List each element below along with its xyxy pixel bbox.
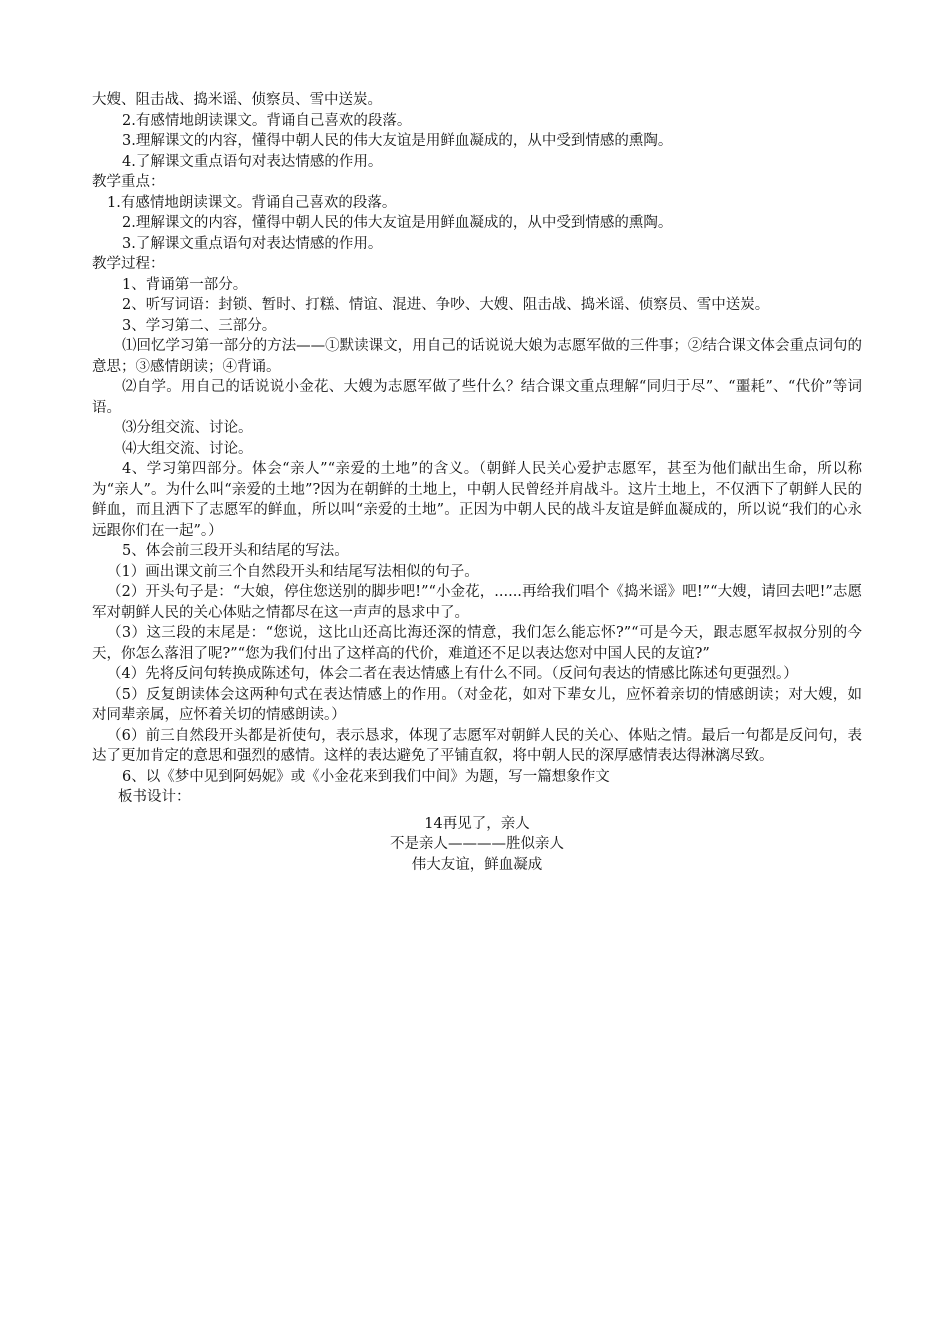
section-heading-process: 教学过程： — [92, 256, 165, 272]
key-point-3: 3.了解课文重点语句对表达情感的作用。 — [122, 235, 383, 252]
process-step-1: 1、背诵第一部分。 — [122, 276, 248, 293]
process-substep-3: ⑶分组交流、讨论。 — [122, 420, 253, 436]
step5-item-3: （3）这三段的末尾是：“您说，这比山还高比海还深的情意，我们怎么能忘怀?”“可是今天，跟志愿军叔叔分别的今天，你怎么落泪了呢?”“您为我们付出了这样高的代价，难道还不足以表达您对中国人民的友谊?” — [92, 625, 862, 662]
step5-item-5: （5）反复朗读体会这两种句式在表达情感上的作用。（对金花，如对下辈女儿，应怀着亲切的情感朗读；对大嫂，如对同辈亲属，应怀着关切的情感朗读。） — [92, 686, 862, 723]
step5-item-4: （4）先将反问句转换成陈述句，体会二者在表达情感上有什么不同。（反问句表达的情感比陈述句更强烈。） — [107, 666, 798, 682]
objective-4: 4.了解课文重点语句对表达情感的作用。 — [122, 153, 383, 170]
board-design — [92, 814, 862, 876]
text-line: 大嫂、阻击战、捣米谣、侦察员、雪中送炭。 — [92, 92, 382, 108]
board-row-1: 不是亲人————胜似亲人 — [390, 836, 564, 852]
process-substep-4: ⑷大组交流、讨论。 — [122, 440, 253, 457]
section-heading-key-points: 教学重点： — [92, 174, 165, 190]
step5-item-2: （2）开头句子是：“大娘，停住您送别的脚步吧!”“小金花，......再给我们唱个《捣米谣》吧!”“大嫂，请回去吧!”志愿军对朝鲜人民的关心体贴之情都尽在这一声声的恳求中了。 — [92, 584, 862, 621]
board-row-2: 伟大友谊，鲜血凝成 — [411, 856, 543, 873]
key-point-1: 1.有感情地朗读课文。背诵自己喜欢的段落。 — [107, 194, 397, 211]
process-step-5: 5、体会前三段开头和结尾的写法。 — [122, 543, 349, 559]
process-step-2: 2、听写词语：封锁、暂时、打糕、情谊、混进、争吵、大嫂、阻击战、捣米谣、侦察员、雪中送炭。 — [122, 297, 770, 313]
process-substep-2: ⑵自学。用自己的话说说小金花、大嫂为志愿军做了些什么？结合课文重点理解“同归于尽”、“噩耗”、“代价”等词语。 — [92, 379, 862, 416]
process-step-3: 3、学习第二、三部分。 — [122, 317, 277, 334]
step5-item-1: （1）画出课文前三个自然段开头和结尾写法相似的句子。 — [107, 563, 479, 580]
objective-3: 3.理解课文的内容，懂得中朝人民的伟大友谊是用鲜血凝成的，从中受到情感的熏陶。 — [122, 133, 673, 149]
objective-2: 2.有感情地朗读课文。背诵自己喜欢的段落。 — [122, 112, 412, 129]
process-step-6: 6、以《梦中见到阿妈妮》或《小金花来到我们中间》为题，写一篇想象作文 — [122, 768, 610, 785]
board-title: 14再见了，亲人 — [424, 815, 530, 832]
key-point-2: 2.理解课文的内容，懂得中朝人民的伟大友谊是用鲜血凝成的，从中受到情感的熏陶。 — [122, 215, 673, 231]
document-page — [92, 90, 862, 875]
process-substep-1: ⑴回忆学习第一部分的方法——①默读课文，用自己的话说说大娘为志愿军做的三件事；②结合课文体会重点词句的意思；③感情朗读；④背诵。 — [92, 338, 862, 375]
section-heading-board: 板书设计： — [118, 789, 191, 805]
step5-item-6: （6）前三自然段开头都是祈使句，表示恳求，体现了志愿军对朝鲜人民的关心、体贴之情。最后一句都是反问句，表达了更加肯定的意思和强烈的感情。这样的表达避免了平铺直叙，将中朝人民的深厚感情表达得淋漓尽致。 — [92, 727, 862, 764]
process-step-4: 4、学习第四部分。体会“亲人”“亲爱的土地”的含义。（朝鲜人民关心爱护志愿军，甚至为他们献出生命，所以称为“亲人”。为什么叫“亲爱的土地”?因为在朝鲜的土地上，中朝人民曾经并肩战斗。这片土地上，不仅洒下了朝鲜人民的鲜血，而且洒下了志愿军的鲜血，所以叫“亲爱的土地”。正因为中朝人民的战斗友谊是鲜血凝成的，所以说“我们的心永远跟你们在一起”。） — [92, 461, 862, 539]
